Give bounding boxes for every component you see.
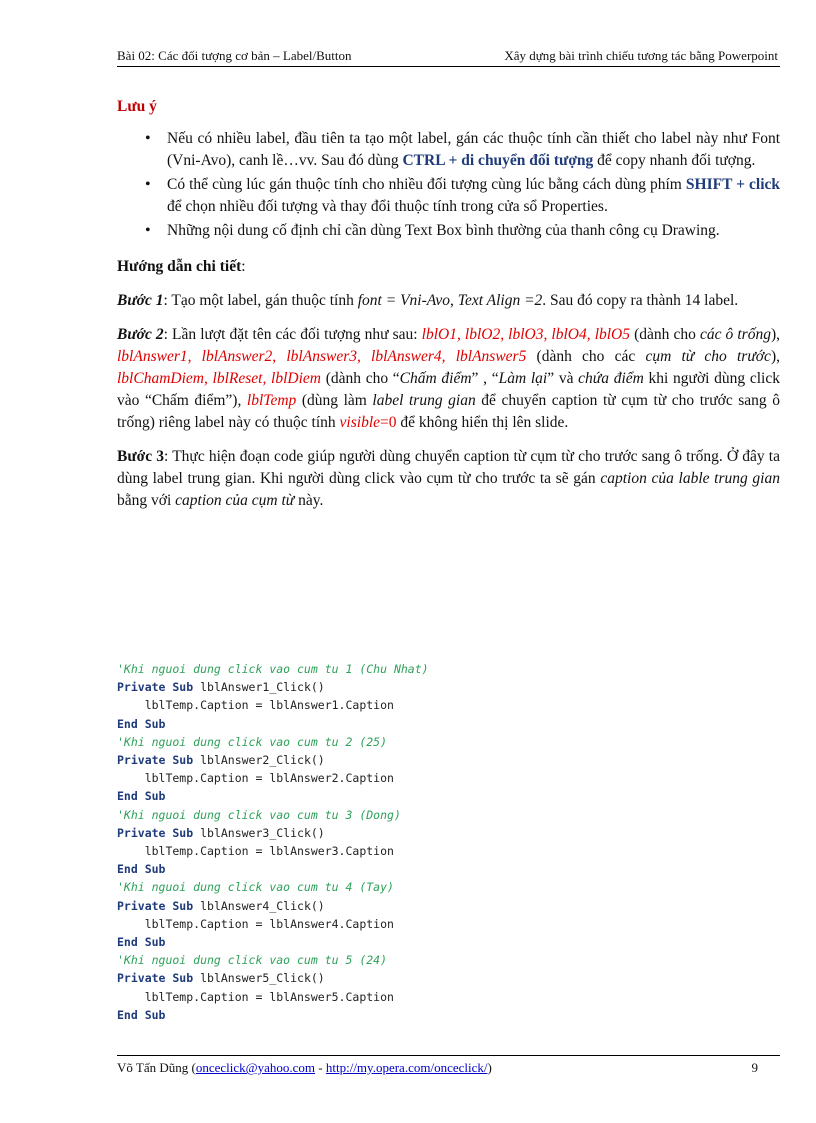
code-comment: 'Khi nguoi dung click vao cum tu 5 (24) bbox=[117, 953, 388, 968]
s2-t5: ), bbox=[770, 348, 780, 365]
step-1-sep: , bbox=[450, 292, 458, 309]
code-end: End Sub bbox=[117, 1007, 166, 1022]
main-content bbox=[117, 96, 780, 512]
code-keyword: Private Sub bbox=[117, 680, 194, 695]
step-2 bbox=[117, 324, 780, 434]
code-sub-line bbox=[117, 824, 677, 842]
code-keyword: Private Sub bbox=[117, 898, 194, 913]
step-1-text: : Tạo một label, gán thuộc tính bbox=[163, 292, 358, 309]
page-number: 9 bbox=[751, 1060, 758, 1075]
note-item-2 bbox=[167, 174, 780, 218]
s2-t4: (dành cho các bbox=[526, 348, 646, 365]
step-3-label: Bước 3 bbox=[117, 448, 165, 465]
s3-t1: : Thực hiện đoạn code giúp người dùng chuyển caption từ cụm từ cho trước sang ô trống. Ở đây ta dùng label trung gian. Khi người dùng click vào cụm từ cho trước ta sẽ gán bbox=[117, 448, 780, 487]
code-keyword: Private Sub bbox=[117, 753, 194, 768]
guide-colon: : bbox=[241, 258, 246, 275]
code-sub-name: lblAnswer2_Click() bbox=[193, 753, 325, 768]
code-body: lblTemp.Caption = lblAnswer5.Caption bbox=[117, 989, 394, 1004]
s2-i1: các ô trống bbox=[699, 326, 771, 343]
code-end: End Sub bbox=[117, 716, 166, 731]
code-sub-line bbox=[117, 751, 677, 769]
code-keyword: Private Sub bbox=[117, 971, 194, 986]
s2-t2: (dành cho bbox=[630, 326, 700, 343]
code-end: End Sub bbox=[117, 789, 166, 804]
s2-visible-value: =0 bbox=[380, 414, 397, 431]
s2-i4: Làm lại bbox=[498, 370, 548, 387]
note-item-1-keyword: CTRL + di chuyển đối tượng bbox=[402, 152, 594, 169]
code-sub-name: lblAnswer1_Click() bbox=[193, 680, 325, 695]
website-link[interactable]: http://my.opera.com/onceclick/ bbox=[325, 1060, 488, 1075]
step-1 bbox=[117, 290, 780, 312]
code-sub-line bbox=[117, 969, 677, 987]
guide-heading bbox=[117, 256, 780, 278]
note-item-2-text-end: để chọn nhiều đối tượng và thay đổi thuộc tính trong cửa sổ Properties. bbox=[167, 198, 608, 215]
step-2-label: Bước 2 bbox=[117, 326, 164, 343]
s2-t11: để chuyển caption từ cụm từ cho trước sang ô trống) riêng label này có thuộc tính bbox=[117, 392, 780, 431]
s2-control-labels: lblChamDiem, lblReset, lblDiem bbox=[117, 370, 321, 387]
code-block bbox=[117, 660, 677, 1024]
s2-t6: (dành cho “ bbox=[321, 370, 400, 387]
s2-i5: chứa điểm bbox=[578, 370, 644, 387]
email-link[interactable]: onceclick@yahoo.com bbox=[195, 1060, 316, 1075]
s2-t9: khi người dùng click vào “Chấm điểm”), bbox=[117, 370, 780, 409]
code-body: lblTemp.Caption = lblAnswer2.Caption bbox=[117, 771, 394, 786]
note-title: Lưu ý bbox=[117, 98, 157, 115]
code-comment: 'Khi nguoi dung click vao cum tu 4 (Tay) bbox=[117, 880, 394, 895]
s2-i2: cụm từ cho trước bbox=[645, 348, 771, 365]
s2-t10: (dùng làm bbox=[296, 392, 373, 409]
note-list bbox=[117, 128, 780, 242]
s2-i6: label trung gian bbox=[372, 392, 476, 409]
note-item-2-keyword: SHIFT + click bbox=[685, 176, 780, 193]
step-1-font: font = Vni-Avo bbox=[357, 292, 451, 309]
note-item-1-text: Nếu có nhiều label, đầu tiên ta tạo một label, gán các thuộc tính cần thiết cho label này như Font (Vni-Avo), canh lề…vv. Sau đó dùng bbox=[167, 130, 780, 169]
header-lesson-title: Bài 02: Các đối tượng cơ bản – Label/Button bbox=[117, 48, 352, 63]
s2-i3: Chấm điểm bbox=[399, 370, 472, 387]
s2-answer-labels: lblAnswer1, lblAnswer2, lblAnswer3, lblAnswer4, lblAnswer5 bbox=[117, 348, 527, 365]
guide-title: Hướng dẫn chi tiết bbox=[117, 258, 242, 275]
s2-temp-label: lblTemp bbox=[246, 392, 297, 409]
code-body: lblTemp.Caption = lblAnswer1.Caption bbox=[117, 698, 394, 713]
footer-sep: - bbox=[315, 1060, 326, 1075]
code-sub-name: lblAnswer3_Click() bbox=[193, 825, 325, 840]
header-course-title: Xây dựng bài trình chiếu tương tác bằng Powerpoint bbox=[504, 48, 778, 63]
code-comment: 'Khi nguoi dung click vao cum tu 2 (25) bbox=[117, 734, 388, 749]
code-body: lblTemp.Caption = lblAnswer3.Caption bbox=[117, 844, 394, 859]
code-sub-line bbox=[117, 897, 677, 915]
note-item-1 bbox=[167, 128, 780, 172]
code-sub-line bbox=[117, 678, 677, 696]
s2-t3: ), bbox=[770, 326, 780, 343]
s3-t3: này. bbox=[294, 492, 324, 509]
step-1-text-end: . Sau đó copy ra thành 14 label. bbox=[542, 292, 739, 309]
step-3 bbox=[117, 446, 780, 512]
s2-visible: visible bbox=[339, 414, 381, 431]
footer-author: Võ Tấn Dũng ( bbox=[117, 1060, 196, 1075]
footer-close: ) bbox=[487, 1060, 492, 1075]
code-comment: 'Khi nguoi dung click vao cum tu 1 (Chu Nhat) bbox=[117, 662, 429, 676]
s2-t8: ” và bbox=[547, 370, 579, 387]
note-item-3: • Những nội dung cố định chỉ cần dùng Text Box bình thường của thanh công cụ Drawing. bbox=[167, 220, 780, 242]
code-keyword: Private Sub bbox=[117, 825, 194, 840]
code-end: End Sub bbox=[117, 935, 166, 950]
page-header bbox=[117, 46, 780, 67]
step-1-label: Bước 1 bbox=[117, 292, 164, 309]
step-1-align: Text Align =2 bbox=[457, 292, 543, 309]
s2-t7: ” , “ bbox=[471, 370, 499, 387]
page-footer bbox=[117, 1055, 780, 1076]
s2-blank-labels: lblO1, lblO2, lblO3, lblO4, lblO5 bbox=[421, 326, 631, 343]
note-item-1-text-end: để copy nhanh đối tượng. bbox=[593, 152, 756, 169]
code-comment: 'Khi nguoi dung click vao cum tu 3 (Dong) bbox=[117, 807, 401, 822]
s3-t2: bằng với bbox=[117, 492, 176, 509]
s2-t12: để không hiển thị lên slide. bbox=[396, 414, 569, 431]
s3-i1: caption của lable trung gian bbox=[600, 470, 780, 487]
s2-t1: : Lần lượt đặt tên các đối tượng như sau: bbox=[163, 326, 422, 343]
note-item-2-text: Có thể cùng lúc gán thuộc tính cho nhiều đối tượng cùng lúc bằng cách dùng phím bbox=[167, 176, 686, 193]
code-body: lblTemp.Caption = lblAnswer4.Caption bbox=[117, 916, 394, 931]
s3-i2: caption của cụm từ bbox=[175, 492, 295, 509]
code-sub-name: lblAnswer5_Click() bbox=[193, 971, 325, 986]
code-end: End Sub bbox=[117, 862, 166, 877]
code-sub-name: lblAnswer4_Click() bbox=[193, 898, 325, 913]
